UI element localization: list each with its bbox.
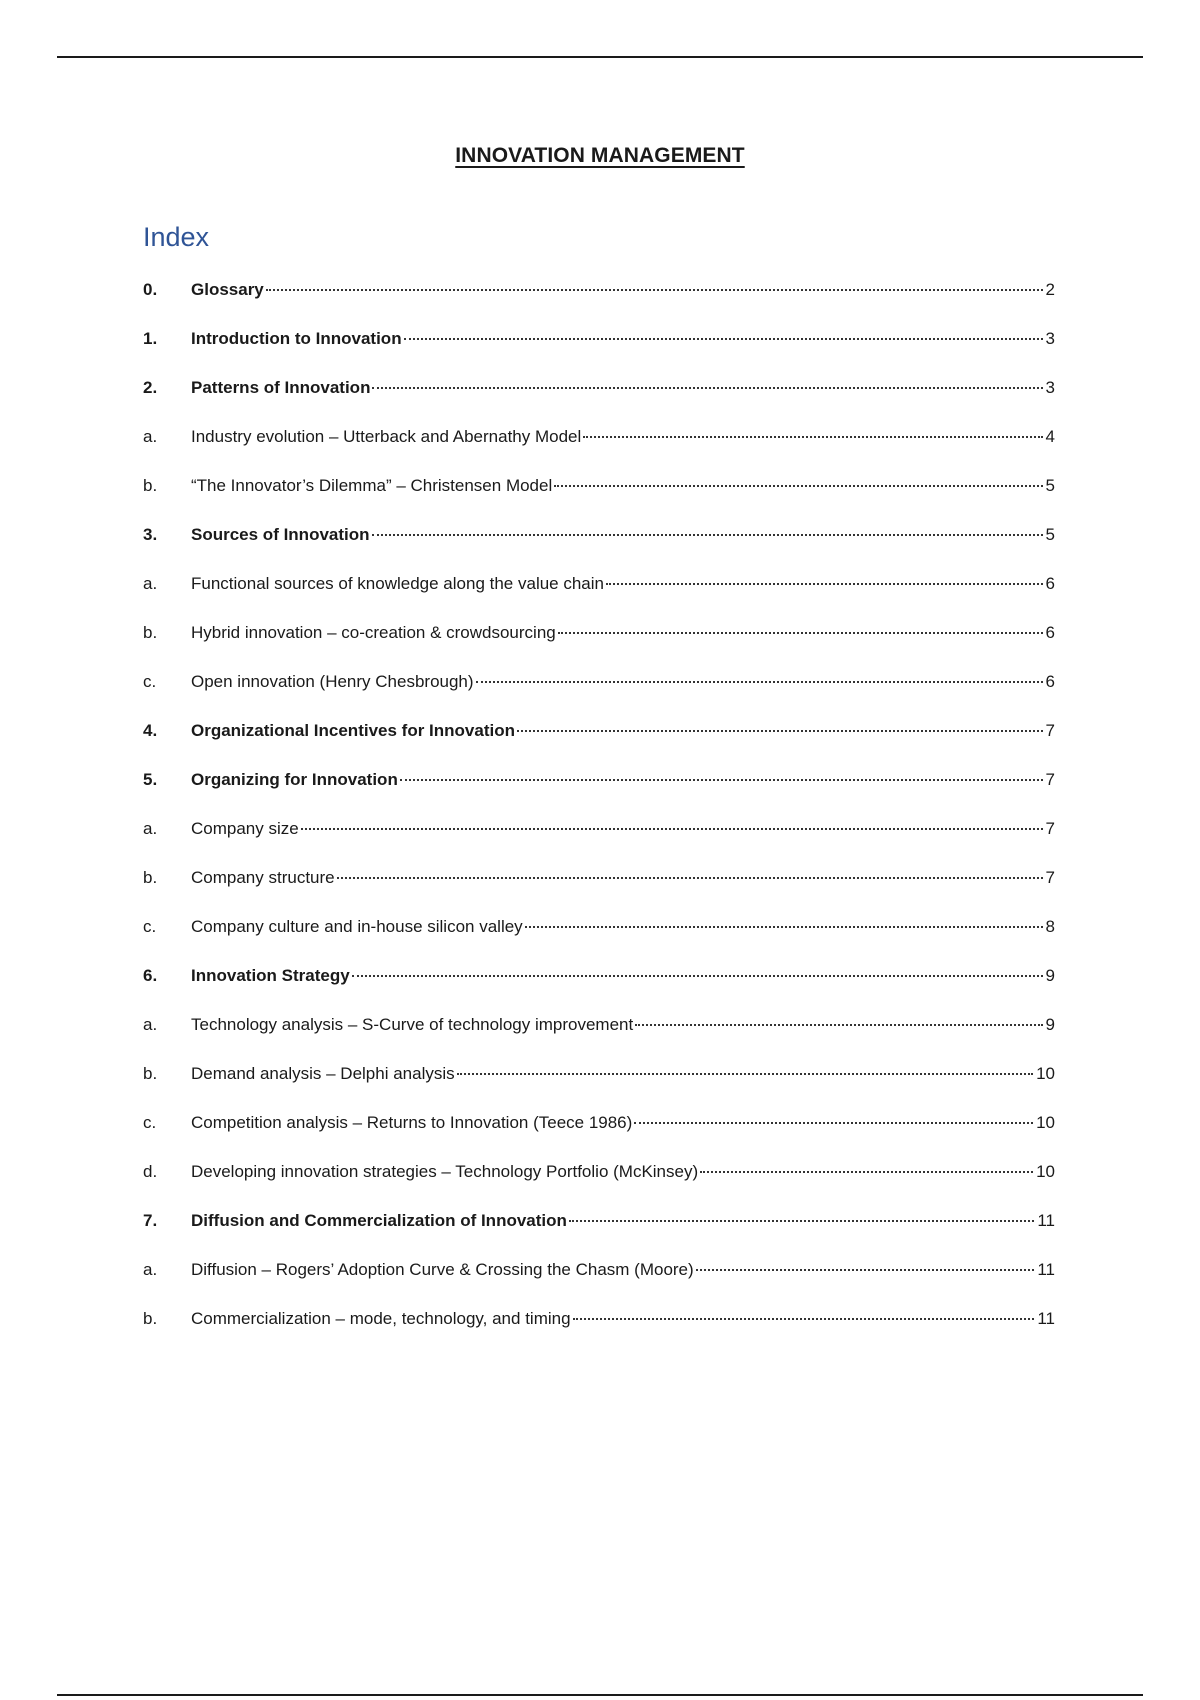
toc-entry[interactable] [143, 721, 1055, 770]
toc-entry-page: 7 [1045, 868, 1055, 887]
toc-entry-page: 5 [1045, 476, 1055, 495]
toc-dot-leader [372, 387, 1042, 389]
toc-entry-title: Open innovation (Henry Chesbrough) [191, 672, 474, 691]
toc-entry-page: 3 [1045, 378, 1055, 397]
toc-dot-leader [301, 828, 1043, 830]
toc-entry[interactable] [143, 917, 1055, 966]
toc-entry[interactable] [143, 819, 1055, 868]
toc-entry-title: Company culture and in-house silicon valley [191, 917, 523, 936]
table-of-contents [143, 280, 1055, 1358]
toc-entry-title: Functional sources of knowledge along the value chain [191, 574, 604, 593]
toc-entry-number: b. [143, 1309, 158, 1328]
toc-entry-title: Developing innovation strategies – Technology Portfolio (McKinsey) [191, 1162, 699, 1181]
toc-entry[interactable] [143, 427, 1055, 476]
toc-entry-number: b. [143, 1064, 158, 1083]
toc-entry-title: Company structure [191, 868, 335, 887]
toc-entry-page: 7 [1045, 721, 1055, 740]
toc-entry-title: Glossary [191, 280, 264, 299]
toc-dot-leader [457, 1073, 1033, 1075]
toc-entry-title: Company size [191, 819, 299, 838]
toc-entry-number: 6. [143, 966, 158, 985]
toc-entry-page: 9 [1045, 966, 1055, 985]
toc-entry-number: c. [143, 672, 157, 691]
toc-entry[interactable] [143, 770, 1055, 819]
toc-entry-number: b. [143, 476, 158, 495]
toc-entry[interactable] [143, 1015, 1055, 1064]
toc-entry-number: b. [143, 623, 158, 642]
toc-entry-number: 2. [143, 378, 158, 397]
header-rule [57, 56, 1143, 58]
toc-entry[interactable] [143, 1113, 1055, 1162]
toc-entry[interactable] [143, 966, 1055, 1015]
toc-entry-title: Organizing for Innovation [191, 770, 398, 789]
toc-dot-leader [583, 436, 1042, 438]
footer-rule [57, 1694, 1143, 1696]
toc-entry-page: 6 [1045, 623, 1055, 642]
toc-entry-page: 7 [1045, 770, 1055, 789]
toc-entry-number: a. [143, 1260, 158, 1279]
toc-entry-page: 6 [1045, 672, 1055, 691]
toc-entry[interactable] [143, 1211, 1055, 1260]
toc-dot-leader [404, 338, 1043, 340]
toc-entry[interactable] [143, 868, 1055, 917]
toc-entry-title: “The Innovator’s Dilemma” – Christensen Model [191, 476, 553, 495]
toc-entry[interactable] [143, 525, 1055, 574]
toc-entry-number: 0. [143, 280, 158, 299]
toc-entry[interactable] [143, 1064, 1055, 1113]
toc-entry-page: 2 [1045, 280, 1055, 299]
toc-entry-title: Hybrid innovation – co-creation & crowdsourcing [191, 623, 556, 642]
toc-entry-number: 5. [143, 770, 158, 789]
toc-entry-number: 1. [143, 329, 158, 348]
toc-entry-number: 4. [143, 721, 158, 740]
toc-entry-number: a. [143, 574, 158, 593]
document-title: INNOVATION MANAGEMENT [455, 144, 745, 167]
toc-entry[interactable] [143, 476, 1055, 525]
index-heading: Index [143, 222, 210, 252]
toc-entry[interactable] [143, 574, 1055, 623]
toc-dot-leader [554, 485, 1042, 487]
toc-entry-page: 11 [1037, 1309, 1055, 1328]
toc-entry-title: Demand analysis – Delphi analysis [191, 1064, 455, 1083]
toc-entry[interactable] [143, 1260, 1055, 1309]
toc-entry-title: Innovation Strategy [191, 966, 350, 985]
toc-entry-number: a. [143, 1015, 158, 1034]
toc-entry-page: 9 [1045, 1015, 1055, 1034]
toc-entry-title: Patterns of Innovation [191, 378, 371, 397]
toc-dot-leader [696, 1269, 1035, 1271]
toc-dot-leader [606, 583, 1043, 585]
toc-dot-leader [525, 926, 1043, 928]
toc-entry-page: 3 [1045, 329, 1055, 348]
toc-entry[interactable] [143, 1162, 1055, 1211]
toc-entry-title: Organizational Incentives for Innovation [191, 721, 515, 740]
toc-entry[interactable] [143, 378, 1055, 427]
toc-dot-leader [352, 975, 1043, 977]
toc-entry-title: Sources of Innovation [191, 525, 370, 544]
toc-entry-page: 5 [1045, 525, 1055, 544]
toc-entry-number: 3. [143, 525, 158, 544]
toc-entry-page: 10 [1036, 1162, 1055, 1181]
toc-dot-leader [635, 1024, 1042, 1026]
toc-entry-page: 7 [1045, 819, 1055, 838]
toc-dot-leader [266, 289, 1043, 291]
toc-entry-page: 4 [1045, 427, 1055, 446]
toc-entry-title: Introduction to Innovation [191, 329, 402, 348]
toc-entry[interactable] [143, 329, 1055, 378]
toc-dot-leader [517, 730, 1043, 732]
toc-dot-leader [634, 1122, 1033, 1124]
toc-entry[interactable] [143, 280, 1055, 329]
toc-dot-leader [476, 681, 1043, 683]
toc-entry-number: a. [143, 427, 158, 446]
toc-entry-title: Diffusion – Rogers’ Adoption Curve & Crossing the Chasm (Moore) [191, 1260, 694, 1279]
toc-entry-number: b. [143, 868, 158, 887]
toc-entry[interactable] [143, 623, 1055, 672]
toc-entry-page: 11 [1037, 1211, 1055, 1230]
toc-dot-leader [700, 1171, 1033, 1173]
toc-entry-number: a. [143, 819, 158, 838]
toc-entry-title: Diffusion and Commercialization of Innovation [191, 1211, 567, 1230]
toc-entry-page: 11 [1037, 1260, 1055, 1279]
toc-entry[interactable] [143, 1309, 1055, 1358]
toc-entry-title: Technology analysis – S-Curve of technology improvement [191, 1015, 634, 1034]
toc-entry-number: 7. [143, 1211, 158, 1230]
toc-entry-page: 10 [1036, 1113, 1055, 1132]
toc-dot-leader [558, 632, 1043, 634]
toc-dot-leader [372, 534, 1043, 536]
toc-entry-number: c. [143, 1113, 157, 1132]
toc-dot-leader [400, 779, 1043, 781]
toc-dot-leader [569, 1220, 1034, 1222]
toc-entry-page: 8 [1045, 917, 1055, 936]
toc-dot-leader [337, 877, 1043, 879]
toc-dot-leader [573, 1318, 1035, 1320]
toc-entry-title: Commercialization – mode, technology, and timing [191, 1309, 571, 1328]
toc-entry-number: c. [143, 917, 157, 936]
toc-entry-title: Industry evolution – Utterback and Abernathy Model [191, 427, 582, 446]
toc-entry[interactable] [143, 672, 1055, 721]
toc-entry-page: 6 [1045, 574, 1055, 593]
toc-entry-title: Competition analysis – Returns to Innovation (Teece 1986) [191, 1113, 633, 1132]
toc-entry-number: d. [143, 1162, 158, 1181]
toc-entry-page: 10 [1036, 1064, 1055, 1083]
